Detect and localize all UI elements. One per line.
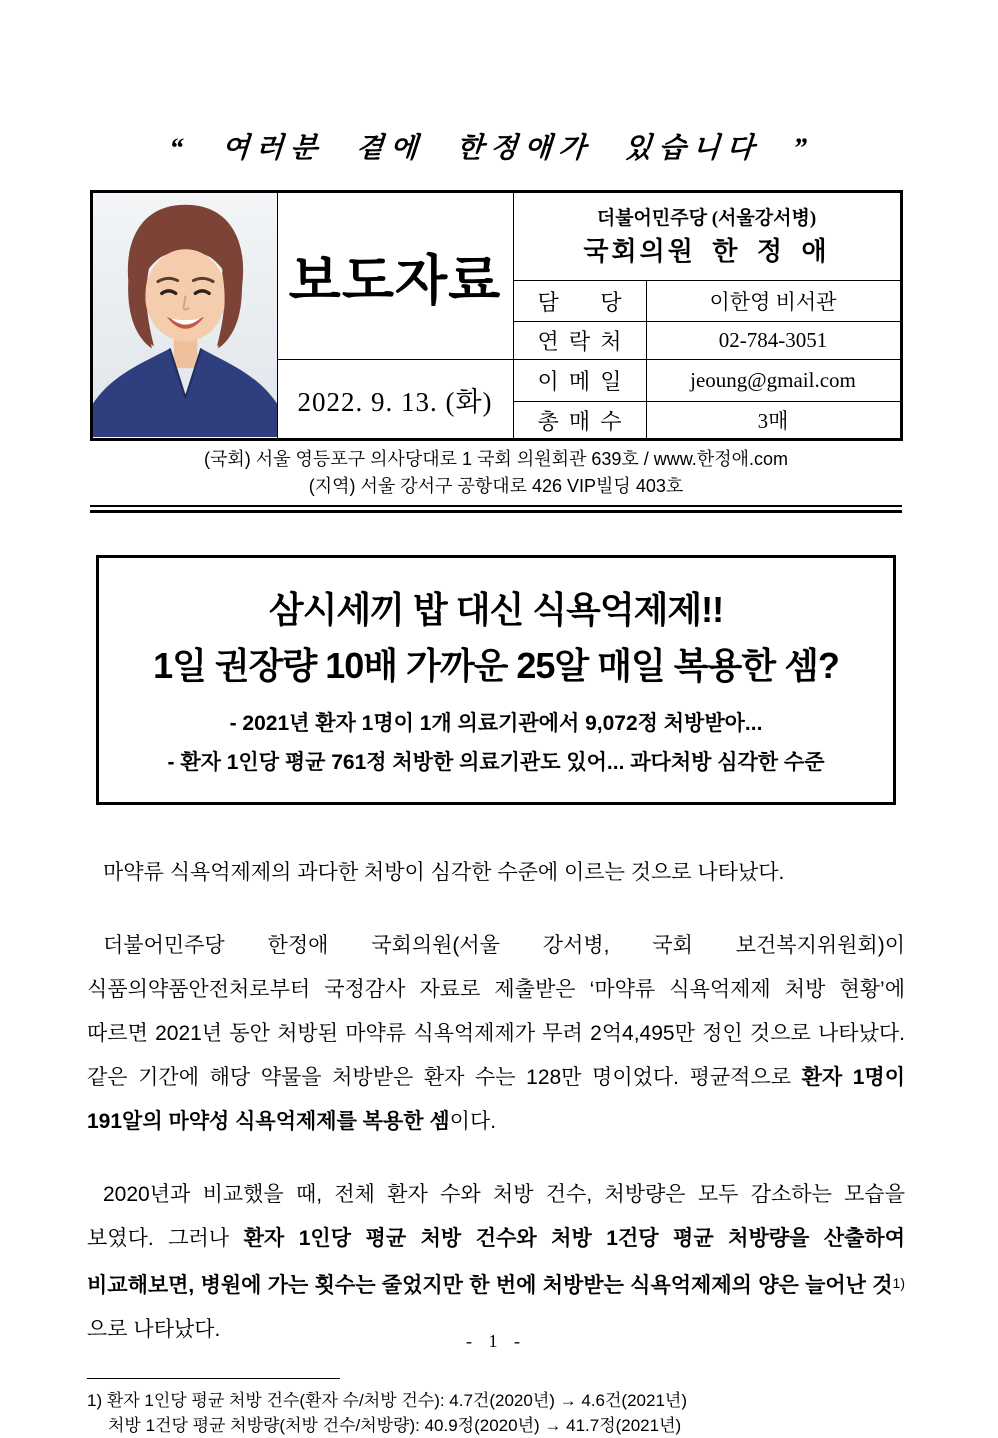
party-affiliation: 더불어민주당 (서울강서병) [596,207,817,229]
member-photo [91,192,277,440]
contact-value-phone: 02-784-3051 [646,322,901,360]
body-paragraph-1: 마약류 식욕억제제의 과다한 처방이 심각한 수준에 이르는 것으로 나타났다. [103,860,785,884]
member-name: 국회의원 한 정 애 [583,236,830,266]
press-header-table [90,190,903,441]
headline-sub-2: - 환자 1인당 평균 761정 처방한 의료기관도 있어... 과다처방 심각한 수준 [167,750,825,774]
member-portrait-illustration [93,193,277,437]
contact-label-pages: 총 매 수 [513,402,646,440]
body-text [87,851,905,1352]
address-district: (지역) 서울 강서구 공항대로 426 VIP빌딩 403호 [308,476,684,496]
body-paragraph-2: 더불어민주당 한정애 국회의원(서울 강서병, 국회 보건복지위원회)이 식품의약품안전처로부터 국정감사 자료로 제출받은 ‘마약류 식욕억제제 처방 현황’에 따르면 2021년 동안 처방된 마약류 식욕억제제가 무려 2억4,495만 정인 것으로 나타났다. 같은 기간에 해당 약물을 처방받은 환자 수는 128만 명이었다. 평균적으로 환자 1명이 191알의 마약성 식욕억제제를 복용한 셈이다. [87,933,905,1133]
divider-thick [90,510,902,513]
address-block [90,441,902,513]
headline-box [96,555,896,805]
slogan-text: “ 여러분 곁에 한정애가 있습니다 ” [168,133,815,164]
body-paragraph-3: 2020년과 비교했을 때, 전체 환자 수와 처방 건수, 처방량은 모두 감소하는 모습을 보였다. 그러나 환자 1인당 평균 처방 건수와 처방 1건당 평균 처방량을 산출하여 비교해보면, 병원에 가는 횟수는 줄었지만 한 번에 처방받는 식욕억제제의 양은 늘어난 것$^{1)}$으로 나타났다. [87,1182,905,1341]
release-date: 2022. 9. 13. (화) [277,360,513,440]
contact-value-pages: 3매 [646,402,901,440]
footnote-line-2: 처방 1건당 평균 처방량(처방 건수/처방량): 40.9정(2020년) → 41.7정(2021년) [108,1416,682,1436]
press-release-title: 보도자료 [277,192,513,360]
contact-value-email: jeoung@gmail.com [646,360,901,402]
contact-label-email: 이 메 일 [513,360,646,402]
headline-line-2: 1일 권장량 10배 가까운 25알 매일 복용한 셈? [153,644,839,686]
contact-label-manager: 담 당 [513,281,646,322]
footnote-block [87,1378,905,1438]
headline-subtitles [107,704,885,782]
contact-label-phone: 연 락 처 [513,322,646,360]
contact-value-manager: 이한영 비서관 [646,281,901,322]
headline-line-1: 삼시세끼 밥 대신 식욕억제제!! [268,588,724,630]
headline-sub-1: - 2021년 환자 1명이 1개 의료기관에서 9,072정 처방받아... [229,711,763,735]
page-number: - 1 - [466,1331,526,1351]
footnote-line-1: 1) 환자 1인당 평균 처방 건수(환자 수/처방 건수): 4.7건(2020년) → 4.6건(2021년) [87,1391,687,1411]
member-info-cell [513,192,901,281]
footnote-rule [87,1378,340,1380]
address-assembly: (국회) 서울 영등포구 의사당대로 1 국회 의원회관 639호 / www.한정애.com [204,449,788,469]
